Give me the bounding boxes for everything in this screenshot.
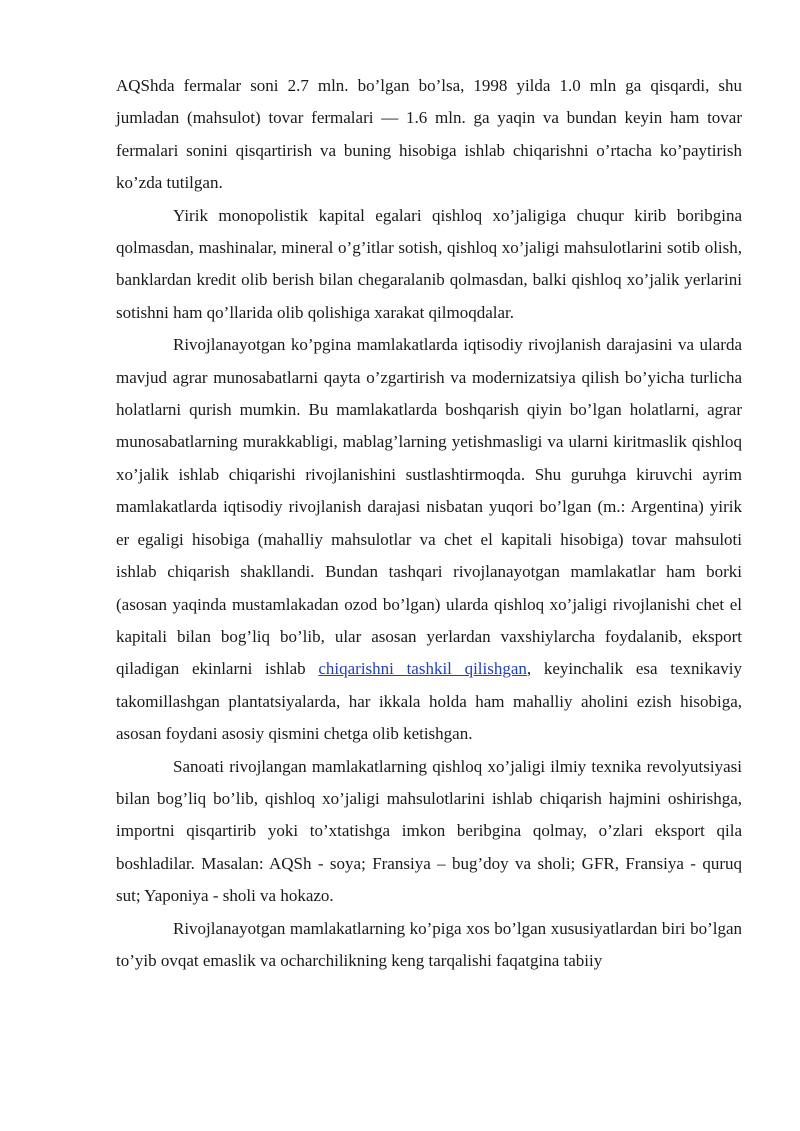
paragraph-3-text-before-link: Rivojlanayotgan ko’pgina mamlakatlarda iqtisodiy rivojlanish darajasini va ularda mavjud agrar munosabatlarni qayta o’zgartirish va modernizatsiya qilish bo’yicha turlicha holatlarni qurish mumkin. Bu mamlakatlarda boshqarish qiyin bo’lgan holatlarni, agrar munosabatlarning murakkabligi, mablag’larning yetishmasligi va ularni kiritmaslik qishloq xo’jalik ishlab chiqarishi rivojlanishini sustlashtirmoqda. Shu guruhga kiruvchi ayrim mamlakatlarda iqtisodiy rivojlanish darajasi nisbatan yuqori bo’lgan (m.: Argentina) yirik er egaligi hisobiga (mahalliy mahsulotlar va chet el kapitali hisobiga) tovar mahsuloti ishlab chiqarish shakllandi. Bundan tashqari rivojlanayotgan mamlakatlar ham borki (asosan yaqinda mustamlakadan ozod bo’lgan) ularda qishloq xo’jaligi rivojlanishi chet el kapitali bilan bog’liq bo’lib, ular asosan yerlardan vaxshiylarcha foydalanib, eksport qiladigan ekinlarni ishlab	[116, 335, 742, 679]
paragraph-5: Rivojlanayotgan mamlakatlarning ko’piga xos bo’lgan xususiyatlardan biri bo’lgan to’yib ovqat emaslik va ocharchilikning keng tarqalishi faqatgina tabiiy	[116, 918, 742, 970]
paragraph-3	[116, 329, 742, 750]
paragraph-1: AQShda fermalar soni 2.7 mln. bo’lgan bo’lsa, 1998 yilda 1.0 mln ga qisqardi, shu jumladan (mahsulot) tovar fermalari — 1.6 mln. ga yaqin va bundan keyin ham tovar fermalari sonini qisqartirish va buning hisobiga ishlab chiqarishni o’rtacha ko’paytirish ko’zda tutilgan.	[116, 76, 742, 193]
paragraph-2: Yirik monopolistik kapital egalari qishloq xo’jaligiga chuqur kirib boribgina qolmasdan, mashinalar, mineral o’g’itlar sotish, qishloq xo’jaligi mahsulotlarini sotib olish, banklardan kredit olib berish bilan chegaralanib qolmasdan, balki qishloq xo’jalik yerlarini sotishni ham qo’llarida olib qolishiga xarakat qilmoqdalar.	[116, 205, 742, 322]
document-page	[116, 70, 742, 977]
paragraph-3-text-after-link: , keyinchalik esa texnikaviy takomillashgan plantatsiyalarda, har ikkala holda ham mahalliy aholini ezish hisobiga, asosan foydani asosiy qismini chetga olib ketishgan.	[116, 659, 742, 744]
hyperlink-chiqarishni-tashkil-qilishgan[interactable]: chiqarishni tashkil qilishgan	[318, 659, 527, 679]
paragraph-4: Sanoati rivojlangan mamlakatlarning qishloq xo’jaligi ilmiy texnika revolyutsiyasi bilan bog’liq bo’lib, qishloq xo’jaligi mahsulotlarini ishlab chiqarish hajmini oshirishga, importni qisqartirib yoki to’xtatishga imkon beribgina qolmay, o’zlari eksport qila boshladilar. Masalan: AQSh - soya; Fransiya – bug’doy va sholi; GFR, Fransiya - quruq sut; Yaponiya - sholi va hokazo.	[116, 756, 742, 906]
